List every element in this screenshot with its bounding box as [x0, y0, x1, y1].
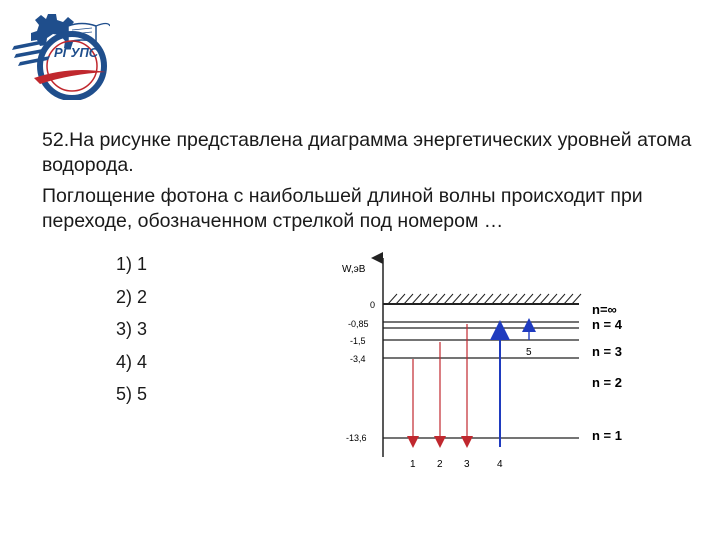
hatch-stroke: [540, 294, 549, 304]
hatch-stroke: [532, 294, 541, 304]
continuum-hatch: [388, 294, 581, 304]
arrow-label-5: 5: [526, 347, 532, 358]
arrow-label-1: 1: [410, 459, 416, 470]
energy-level-diagram: [336, 252, 636, 482]
hatch-stroke: [452, 294, 461, 304]
n-label-inf: n=∞: [592, 302, 617, 317]
hatch-stroke: [508, 294, 517, 304]
hatch-stroke: [524, 294, 533, 304]
hatch-stroke: [516, 294, 525, 304]
answer-option-4[interactable]: 4) 4: [116, 351, 148, 372]
hatch-stroke: [572, 294, 581, 304]
answer-option-3[interactable]: 3) 3: [116, 319, 148, 339]
answer-list: [116, 252, 147, 415]
hatch-stroke: [492, 294, 501, 304]
n-label-4: n = 4: [592, 317, 622, 332]
university-logo: [10, 8, 110, 100]
hatch-stroke: [500, 294, 509, 304]
hatch-stroke: [548, 294, 557, 304]
hatch-stroke: [428, 294, 437, 304]
hatch-stroke: [460, 294, 469, 304]
hatch-stroke: [476, 294, 485, 304]
question-text: 52.На рисунке представлена диаграмма энергетических уровней атома водорода.: [42, 129, 692, 176]
energy-label-34: -3,4: [350, 354, 366, 364]
n-label-1: n = 1: [592, 428, 622, 443]
hatch-stroke: [436, 294, 445, 304]
axis-label: W,эВ: [342, 264, 366, 275]
hatch-stroke: [404, 294, 413, 304]
arrow-label-3: 3: [464, 459, 470, 470]
energy-label-085: -0,85: [348, 319, 369, 329]
hatch-stroke: [468, 294, 477, 304]
hatch-stroke: [396, 294, 405, 304]
n-label-2: n = 2: [592, 375, 622, 390]
hatch-stroke: [444, 294, 453, 304]
arrow-label-4: 4: [497, 459, 503, 470]
hatch-stroke: [564, 294, 573, 304]
hatch-stroke: [412, 294, 421, 304]
energy-label-136: -13,6: [346, 433, 367, 443]
answer-option-5[interactable]: 5) 5: [116, 384, 148, 404]
hatch-stroke: [388, 294, 397, 304]
hatch-stroke: [484, 294, 493, 304]
question-block: [42, 128, 702, 240]
hatch-stroke: [556, 294, 565, 304]
energy-label-0: 0: [370, 300, 376, 310]
question-subtext: Поглощение фотона с наибольшей длиной волны происходит при переходе, обозначенном стрелкой под номером …: [42, 185, 643, 232]
hatch-stroke: [420, 294, 429, 304]
logo-text: РГУПС: [54, 45, 99, 60]
answer-option-1[interactable]: 1) 1: [116, 254, 148, 274]
energy-label-15: -1,5: [350, 336, 366, 346]
arrow-label-2: 2: [437, 459, 443, 470]
answer-option-2[interactable]: 2) 2: [116, 286, 148, 307]
n-label-3: n = 3: [592, 344, 622, 359]
